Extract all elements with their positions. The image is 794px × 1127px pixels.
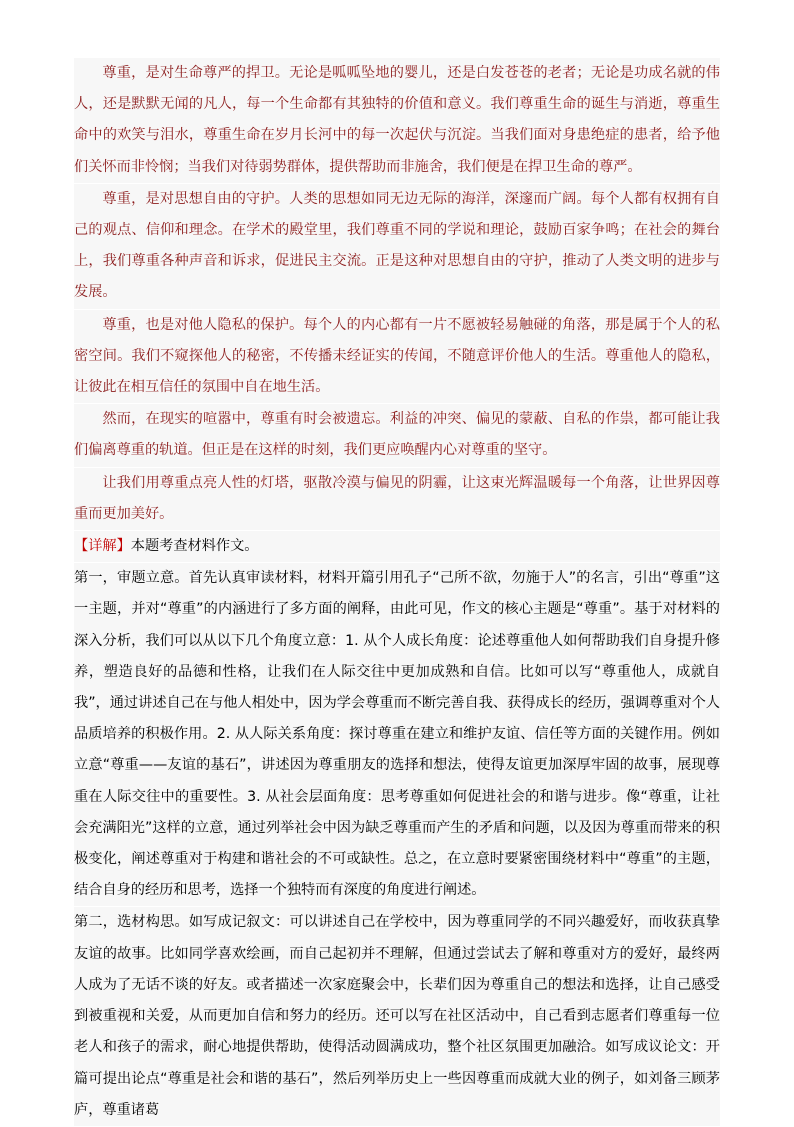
analysis-heading: [74, 531, 720, 562]
analysis-intro: 本题考查材料作文。: [130, 538, 259, 555]
analysis-paragraph-1: 第一，审题立意。首先认真审读材料，材料开篇引用孔子“己所不欲，勿施于人”的名言，引出“尊重”这一主题，并对“尊重”的内涵进行了多方面的阐释，由此可见，作文的核心主题是“尊重”。基于对材料的深入分析，我们可以从以下几个角度立意：1. 从个人成长角度：论述尊重他人如何帮助我们自身提升修养，塑造良好的品德和性格，让我们在人际交往中更加成熟和自信。比如可以写“尊重他人，成就自我”，通过讲述自己在与他人相处中，因为学会尊重而不断完善自我、获得成长的经历，强调尊重对个人品质培养的积极作用。2. 从人际关系角度：探讨尊重在建立和维护友谊、信任等方面的关键作用。例如立意“尊重——友谊的基石”，讲述因为尊重朋友的选择和想法，使得友谊更加深厚牢固的故事，展现尊重在人际交往中的重要性。3. 从社会层面角度：思考尊重如何促进社会的和谐与进步。像“尊重，让社会充满阳光”这样的立意，通过列举社会中因为缺乏尊重而产生的矛盾和问题，以及因为尊重而带来的积极变化，阐述尊重对于构建和谐社会的不可或缺性。总之，在立意时要紧密围绕材料中“尊重”的主题，结合自身的经历和思考，选择一个独特而有深度的角度进行阐述。: [74, 563, 720, 906]
analysis-tag: 【详解】: [74, 538, 131, 555]
essay-paragraph-2: 尊重，是对思想自由的守护。人类的思想如同无边无际的海洋，深邃而广阔。每个人都有权拥有自己的观点、信仰和理念。在学术的殿堂里，我们尊重不同的学说和理论，鼓励百家争鸣；在社会的舞台上，我们尊重各种声音和诉求，促进民主交流。正是这种对思想自由的守护，推动了人类文明的进步与发展。: [74, 184, 720, 309]
essay-paragraph-4: 然而，在现实的喧嚣中，尊重有时会被遗忘。利益的冲突、偏见的蒙蔽、自私的作祟，都可能让我们偏离尊重的轨道。但正是在这样的时刻，我们更应唤醒内心对尊重的坚守。: [74, 404, 720, 466]
analysis-paragraph-2: 第二，选材构思。如写成记叙文：可以讲述自己在学校中，因为尊重同学的不同兴趣爱好，而收获真挚友谊的故事。比如同学喜欢绘画，而自己起初并不理解，但通过尝试去了解和尊重对方的爱好，最终两人成为了无话不谈的好友。或者描述一次家庭聚会中，长辈们因为尊重自己的想法和选择，让自己感受到被重视和关爱，从而更加自信和努力的经历。还可以写在社区活动中，自己看到志愿者们尊重每一位老人和孩子的需求，耐心地提供帮助，使得活动圆满成功，整个社区氛围更加融洽。如写成议论文：开篇可提出论点“尊重是社会和谐的基石”，然后列举历史上一些因尊重而成就大业的例子，如刘备三顾茅庐，尊重诸葛: [74, 907, 720, 1125]
essay-paragraph-3: 尊重，也是对他人隐私的保护。每个人的内心都有一片不愿被轻易触碰的角落，那是属于个人的私密空间。我们不窥探他人的秘密，不传播未经证实的传闻，不随意评价他人的生活。尊重他人的隐私，让彼此在相互信任的氛围中自在地生活。: [74, 310, 720, 404]
essay-paragraph-1: 尊重，是对生命尊严的捍卫。无论是呱呱坠地的婴儿，还是白发苍苍的老者；无论是功成名就的伟人，还是默默无闻的凡人，每一个生命都有其独特的价值和意义。我们尊重生命的诞生与消逝，尊重生命中的欢笑与泪水，尊重生命在岁月长河中的每一次起伏与沉淀。当我们面对身患绝症的患者，给予他们关怀而非怜悯；当我们对待弱势群体，提供帮助而非施舍，我们便是在捍卫生命的尊严。: [74, 58, 720, 183]
essay-paragraph-5: 让我们用尊重点亮人性的灯塔，驱散冷漠与偏见的阴霾，让这束光辉温暖每一个角落，让世界因尊重而更加美好。: [74, 468, 720, 530]
document-body: [74, 58, 720, 1127]
